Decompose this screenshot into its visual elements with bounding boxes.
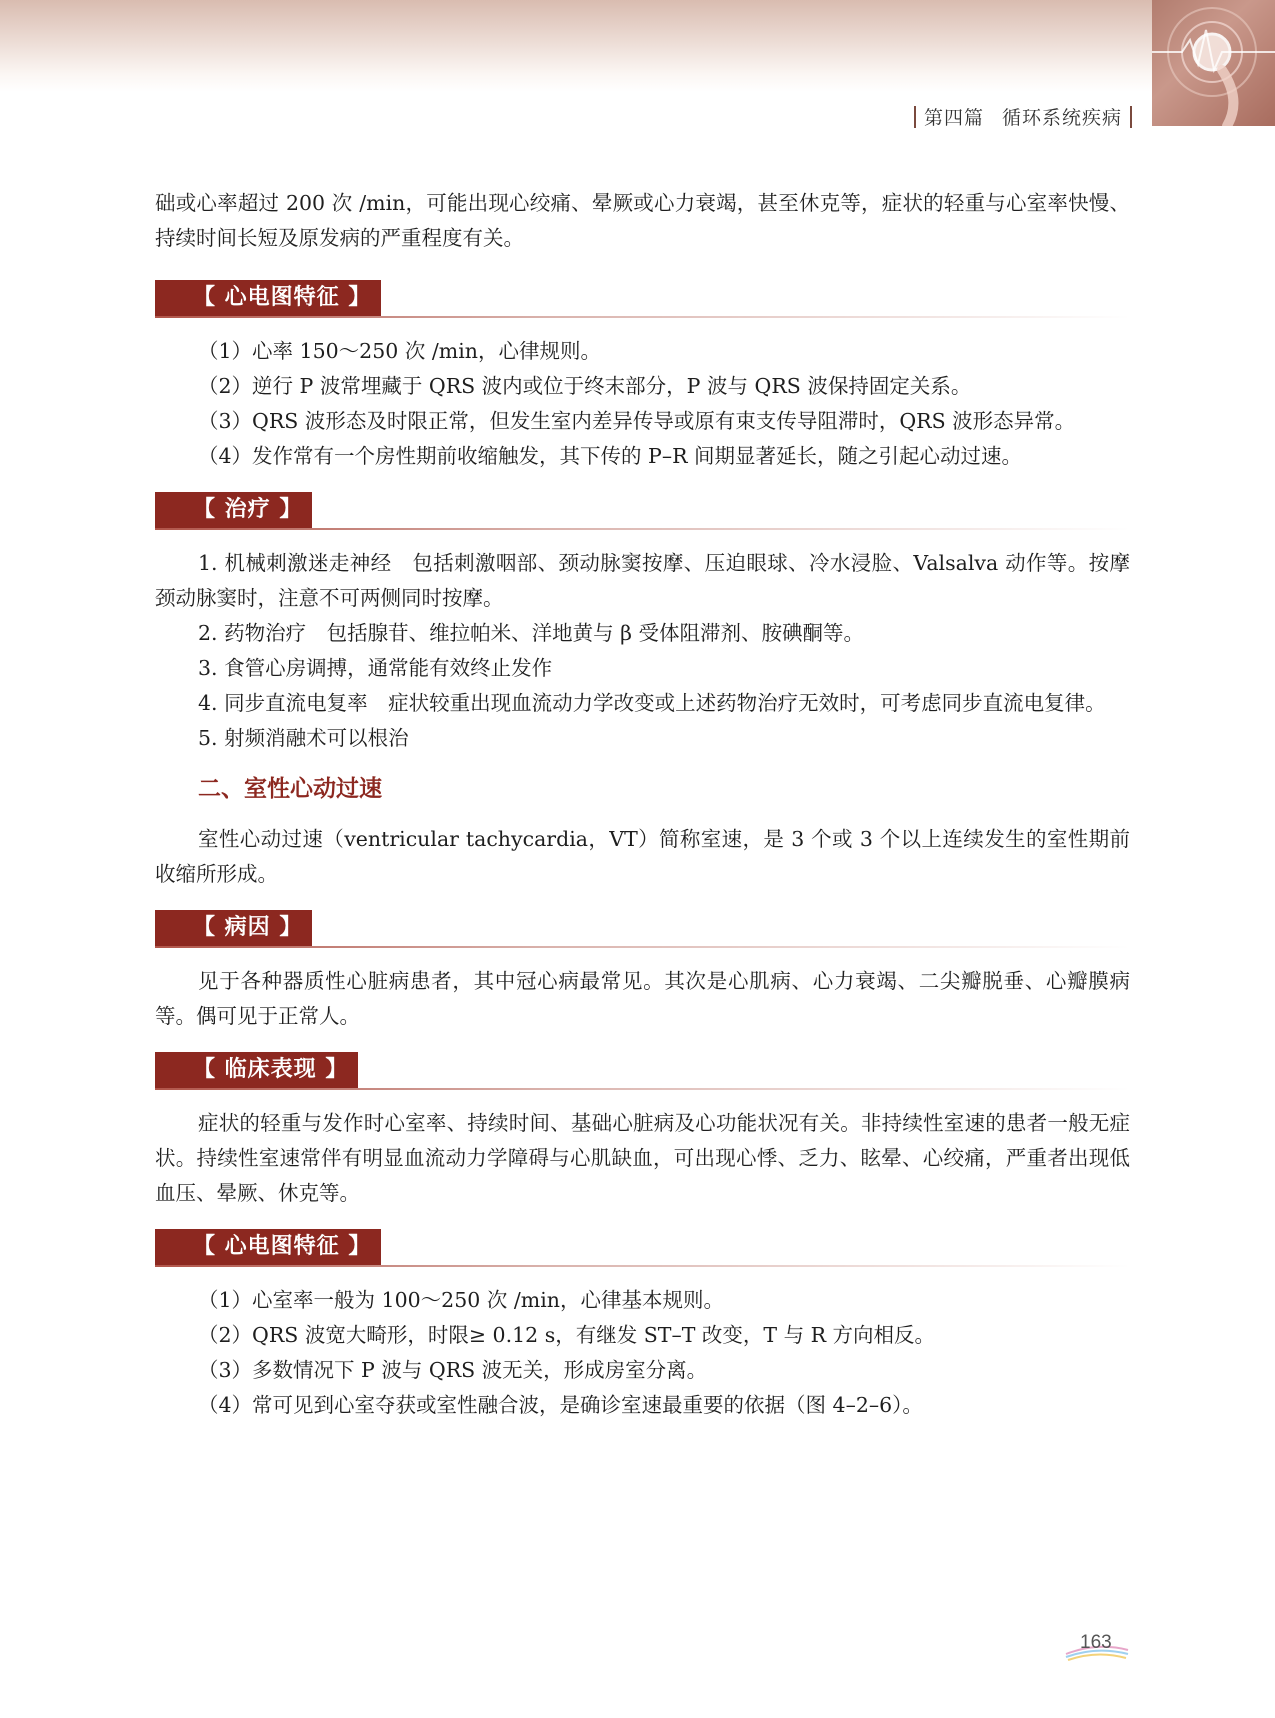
heading-rule xyxy=(155,1265,1130,1267)
list-item: （4）常可见到心室夺获或室性融合波，是确诊室速最重要的依据（图 4–2–6）。 xyxy=(198,1393,923,1417)
section-header xyxy=(155,280,1130,318)
heading-etiology: 【 病因 】 xyxy=(155,910,312,946)
heading-ecg-features-vt: 【 心电图特征 】 xyxy=(155,1229,381,1265)
vt-definition: 室性心动过速（ventricular tachycardia，VT）简称室速，是 3 个或 3 个以上连续发生的室性期前收缩所形成。 xyxy=(155,827,1130,886)
stethoscope-image xyxy=(1152,0,1275,126)
list-item: 5. 射频消融术可以根治 xyxy=(198,726,409,750)
heading-rule xyxy=(155,1088,1130,1090)
heading-rule xyxy=(155,528,1130,530)
section-header xyxy=(155,1052,1130,1090)
heading-treatment: 【 治疗 】 xyxy=(155,492,312,528)
running-head xyxy=(906,103,1140,130)
list-item: （2）逆行 P 波常埋藏于 QRS 波内或位于终末部分，P 波与 QRS 波保持固定关系。 xyxy=(198,374,972,398)
main-content xyxy=(155,186,1130,1423)
list-item: （3）QRS 波形态及时限正常，但发生室内差异传导或原有束支传导阻滞时，QRS 波形态异常。 xyxy=(198,409,1076,433)
list-item: 4. 同步直流电复率 症状较重出现血流动力学改变或上述药物治疗无效时，可考虑同步直流电复律。 xyxy=(198,691,1106,715)
heading-rule xyxy=(155,946,1130,948)
list-item: 3. 食管心房调搏，通常能有效终止发作 xyxy=(198,656,553,680)
intro-paragraph: 础或心率超过 200 次 /min，可能出现心绞痛、晕厥或心力衰竭，甚至休克等，症状的轻重与心室率快慢、持续时间长短及原发病的严重程度有关。 xyxy=(155,191,1130,250)
section-title-vt: 二、室性心动过速 xyxy=(198,776,382,802)
heading-rule xyxy=(155,316,1130,318)
list-item: （3）多数情况下 P 波与 QRS 波无关，形成房室分离。 xyxy=(198,1358,708,1382)
list-item: 1. 机械刺激迷走神经 包括刺激咽部、颈动脉窦按摩、压迫眼球、冷水浸脸、Valsalva 动作等。按摩颈动脉窦时，注意不可两侧同时按摩。 xyxy=(155,551,1130,610)
list-item: （1）心室率一般为 100～250 次 /min，心律基本规则。 xyxy=(198,1288,724,1312)
chapter-label: 循环系统疾病 xyxy=(1001,107,1122,129)
divider xyxy=(1130,106,1132,128)
list-item: （1）心率 150～250 次 /min，心律规则。 xyxy=(198,339,601,363)
section-header xyxy=(155,1229,1130,1267)
stethoscope-icon xyxy=(1152,0,1275,126)
header-band xyxy=(0,0,1275,92)
heading-ecg-features: 【 心电图特征 】 xyxy=(155,280,381,316)
list-item: （2）QRS 波宽大畸形，时限≥ 0.12 s，有继发 ST–T 改变，T 与 R 方向相反。 xyxy=(198,1323,936,1347)
etiology-text: 见于各种器质性心脏病患者，其中冠心病最常见。其次是心肌病、心力衰竭、二尖瓣脱垂、心瓣膜病等。偶可见于正常人。 xyxy=(155,969,1130,1028)
divider xyxy=(914,106,916,128)
heading-clinical: 【 临床表现 】 xyxy=(155,1052,358,1088)
list-item: （4）发作常有一个房性期前收缩触发，其下传的 P–R 间期显著延长，随之引起心动过速。 xyxy=(198,444,1023,468)
part-label: 第四篇 xyxy=(923,107,984,129)
page-number: 163 xyxy=(1080,1632,1112,1653)
section-header xyxy=(155,492,1130,530)
clinical-text: 症状的轻重与发作时心室率、持续时间、基础心脏病及心功能状况有关。非持续性室速的患者一般无症状。持续性室速常伴有明显血流动力学障碍与心肌缺血，可出现心悸、乏力、眩晕、心绞痛，严重者出现低血压、晕厥、休克等。 xyxy=(155,1111,1130,1205)
list-item: 2. 药物治疗 包括腺苷、维拉帕米、洋地黄与 β 受体阻滞剂、胺碘酮等。 xyxy=(198,621,864,645)
section-header xyxy=(155,910,1130,948)
